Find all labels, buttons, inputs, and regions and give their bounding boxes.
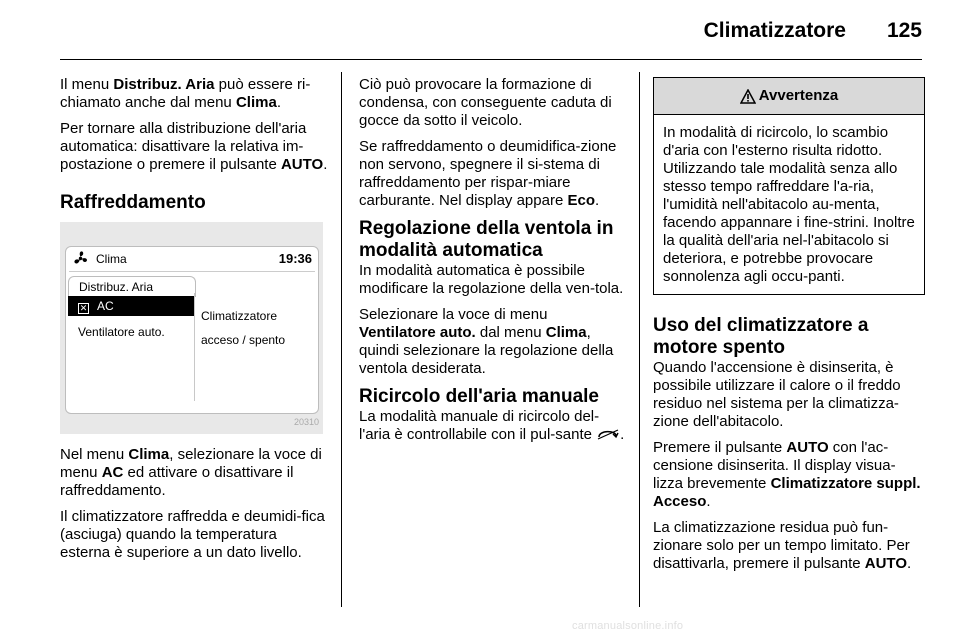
- recirculation-icon: [596, 428, 620, 440]
- warning-triangle-icon: [740, 89, 756, 104]
- page-number: 125: [886, 19, 922, 42]
- paragraph: Selezionare la voce di menu Ventilatore auto. dal menu Clima, quindi selezionare la regolazione della ventola desiderata.: [359, 306, 614, 377]
- paragraph: La climatizzazione residua può fun-zionare solo per un tempo limitato. Per disattivarla, premere il pulsante AUTO.: [653, 519, 912, 572]
- running-header-title: Climatizzatore: [703, 19, 846, 42]
- display-illustration: [60, 222, 323, 434]
- display-screen: [65, 246, 319, 414]
- column-divider-1: [341, 72, 342, 607]
- warning-box: [653, 77, 925, 295]
- display-title: Clima: [96, 252, 127, 266]
- section-heading: Ricircolo dell'aria manuale: [359, 386, 599, 407]
- menu-item-ventilatore-auto[interactable]: Ventilatore auto.: [78, 325, 165, 339]
- column-3: [653, 77, 925, 581]
- section-heading: Raffreddamento: [60, 192, 206, 213]
- section-heading: Regolazione della ventola in modalità automatica: [359, 218, 614, 261]
- warning-header: [654, 78, 924, 115]
- fan-icon: [72, 250, 89, 267]
- paragraph: Il menu Distribuz. Aria può essere ri-chiamato anche dal menu Clima.: [60, 76, 311, 111]
- warning-text: In modalità di ricircolo, lo scambio d'aria con l'esterno risulta ridotto. Utilizzando tale modalità senza allo stesso tempo raffreddare l'a-ria, l'umidità nell'abitacolo au-menta, facendo appannare i fine-strini. Inoltre la qualità dell'aria nel-l'abitacolo si deteriora, e potrebbe provocare sonnolenza agli occu-panti.: [663, 124, 915, 285]
- menu-item-distribuz-aria[interactable]: Distribuz. Aria: [68, 276, 196, 297]
- display-menu: [68, 274, 194, 404]
- warning-title: Avvertenza: [758, 87, 839, 104]
- section-heading: Uso del climatizzatore a motore spento: [653, 315, 869, 358]
- paragraph: Per tornare alla distribuzione dell'aria automatica: disattivare la relativa im-postazione o premere il pulsante AUTO.: [60, 120, 328, 173]
- column-1: [60, 76, 328, 570]
- menu-item-ac[interactable]: ✕ AC: [68, 296, 194, 316]
- header-rule: [60, 59, 922, 60]
- display-divider: [69, 271, 315, 272]
- display-info-line: acceso / spento: [201, 333, 286, 347]
- paragraph: Premere il pulsante AUTO con l'ac-censione disinserita. Il display visua-lizza brevemente Climatizzatore suppl. Acceso.: [653, 439, 921, 510]
- display-info-line: Climatizzatore: [201, 309, 278, 323]
- figure-number: 20310: [293, 417, 319, 427]
- display-time: 19:36: [278, 251, 312, 266]
- paragraph: La modalità manuale di ricircolo del-l'aria è controllabile con il pul-sante .: [359, 408, 625, 443]
- display-title-bar: [66, 247, 318, 272]
- paragraph: Ciò può provocare la formazione di condensa, con conseguente caduta di gocce da sotto il veicolo.: [359, 76, 612, 129]
- paragraph: Quando l'accensione è disinserita, è possibile utilizzare il calore o il freddo residuo nel sistema per la climatizza-zione dell'abitacolo.: [653, 359, 901, 430]
- display-info-panel: [194, 293, 317, 401]
- paragraph: Nel menu Clima, selezionare la voce di menu AC ed attivare o disattivare il raffreddamento.: [60, 446, 322, 499]
- watermark: carmanualsonline.info: [572, 620, 684, 632]
- column-divider-2: [639, 72, 640, 607]
- paragraph: Se raffreddamento o deumidifica-zione non servono, spegnere il si-stema di raffreddamento per rispar-miare carburante. Nel display appare Eco.: [359, 138, 617, 209]
- paragraph: Il climatizzatore raffredda e deumidi-fica (asciuga) quando la temperatura esterna è superiore a un dato livello.: [60, 508, 325, 561]
- checkbox-icon: ✕: [79, 303, 88, 313]
- column-2: [359, 76, 627, 452]
- paragraph: In modalità automatica è possibile modificare la regolazione della ven-tola.: [359, 262, 624, 297]
